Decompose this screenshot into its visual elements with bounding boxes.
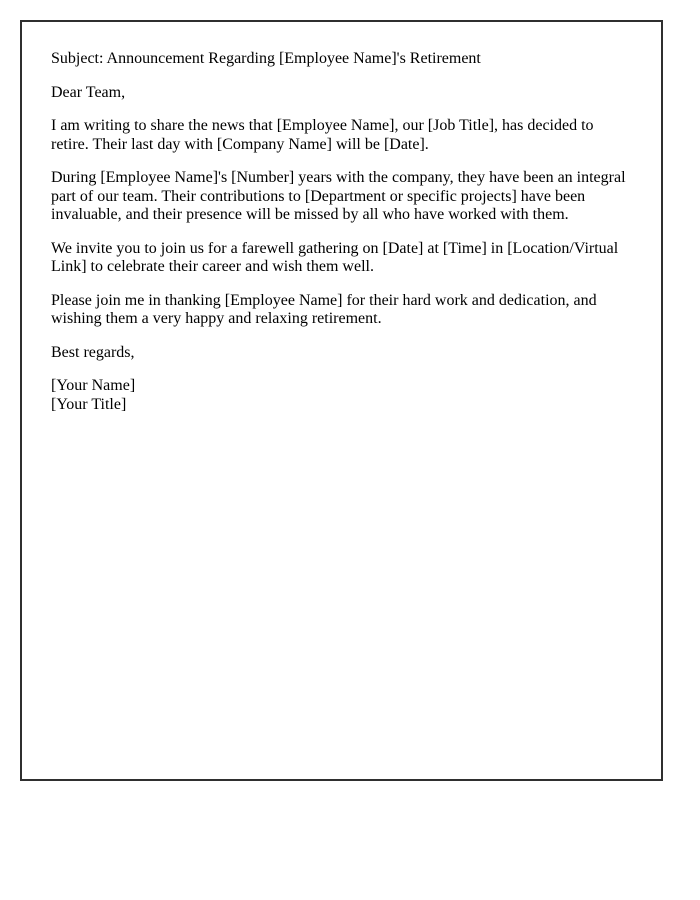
letter-paragraph-farewell-gathering: We invite you to join us for a farewell gathering on [Date] at [Time] in [Location/Virtual Link] to celebrate their career and wish them well. (51, 239, 619, 275)
letter-page (20, 20, 663, 781)
signature-name: [Your Name] (51, 377, 136, 394)
letter-paragraph-intro: I am writing to share the news that [Employee Name], our [Job Title], has decided to retire. Their last day with [Company Name] will be [Date]. (51, 117, 594, 153)
closing: Best regards, (51, 343, 135, 361)
signature-title: [Your Title] (51, 395, 127, 413)
letter-paragraph-contributions: During [Employee Name]'s [Number] years with the company, they have been an integral part of our team. Their contributions to [Department or specific projects] have been invaluable, and their presence will be missed by all who have worked with them. (51, 169, 626, 223)
subject-line: Subject: Announcement Regarding [Employee Name]'s Retirement (51, 50, 481, 67)
signature-block (51, 377, 629, 414)
salutation: Dear Team, (51, 83, 126, 101)
letter-paragraph-thanks: Please join me in thanking [Employee Name] for their hard work and dedication, and wishing them a very happy and relaxing retirement. (51, 291, 597, 327)
